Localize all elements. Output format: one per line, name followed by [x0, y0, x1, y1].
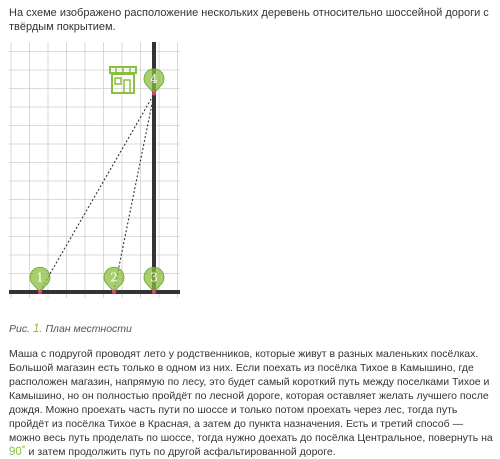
village-marker-3	[144, 267, 164, 294]
story-text	[9, 347, 495, 459]
intro-text: На схеме изображено расположение нескольких деревень относительно шоссейной дороги с твёрдым покрытием.	[9, 7, 489, 33]
caption-prefix: Рис.	[9, 323, 31, 335]
village-map	[9, 42, 180, 298]
village-marker-label: 3	[150, 270, 158, 285]
path-1-to-4	[40, 94, 154, 291]
village-marker-label: 2	[110, 270, 118, 285]
shop-icon	[110, 67, 136, 93]
village-marker-label: 4	[150, 72, 158, 86]
path-2-to-4	[114, 94, 154, 291]
story-text-after: и затем продолжить путь по другой асфальтированной дороге.	[28, 446, 336, 458]
village-marker-1	[30, 267, 50, 294]
village-marker-4	[144, 69, 164, 96]
caption-number: 1.	[32, 323, 43, 335]
figure-caption	[9, 323, 132, 335]
village-marker-label: 1	[36, 270, 44, 285]
village-point	[152, 92, 156, 96]
village-marker-2	[104, 267, 124, 294]
village-point	[38, 290, 42, 294]
village-point	[112, 290, 116, 294]
caption-text: План местности	[45, 323, 132, 335]
village-point	[152, 290, 156, 294]
map-svg	[9, 42, 180, 298]
angle-value: 90˚	[9, 446, 26, 458]
story-text-before: Маша с подругой проводят лето у родственников, которые живут в разных маленьких посёлках. Большой магазин есть только в одном из них. Если поехать из посёлка Тихое в Камышино, где расположен магазин, напрямую по лесу, это будет самый короткий путь между поселками Тихое и Камышино, но он полностью пройдёт по лесной дороге, которая оставляет желать лучшего после дождя. Можно проехать часть пути по шоссе и только потом проехать через лес, тогда путь пройдёт из посёлка Тихое в Красная, а затем до пункта назначения. Есть и третий способ — можно весь путь проделать по шоссе, тогда нужно доехать до посёлка Центральное, повернуть на	[9, 348, 493, 444]
